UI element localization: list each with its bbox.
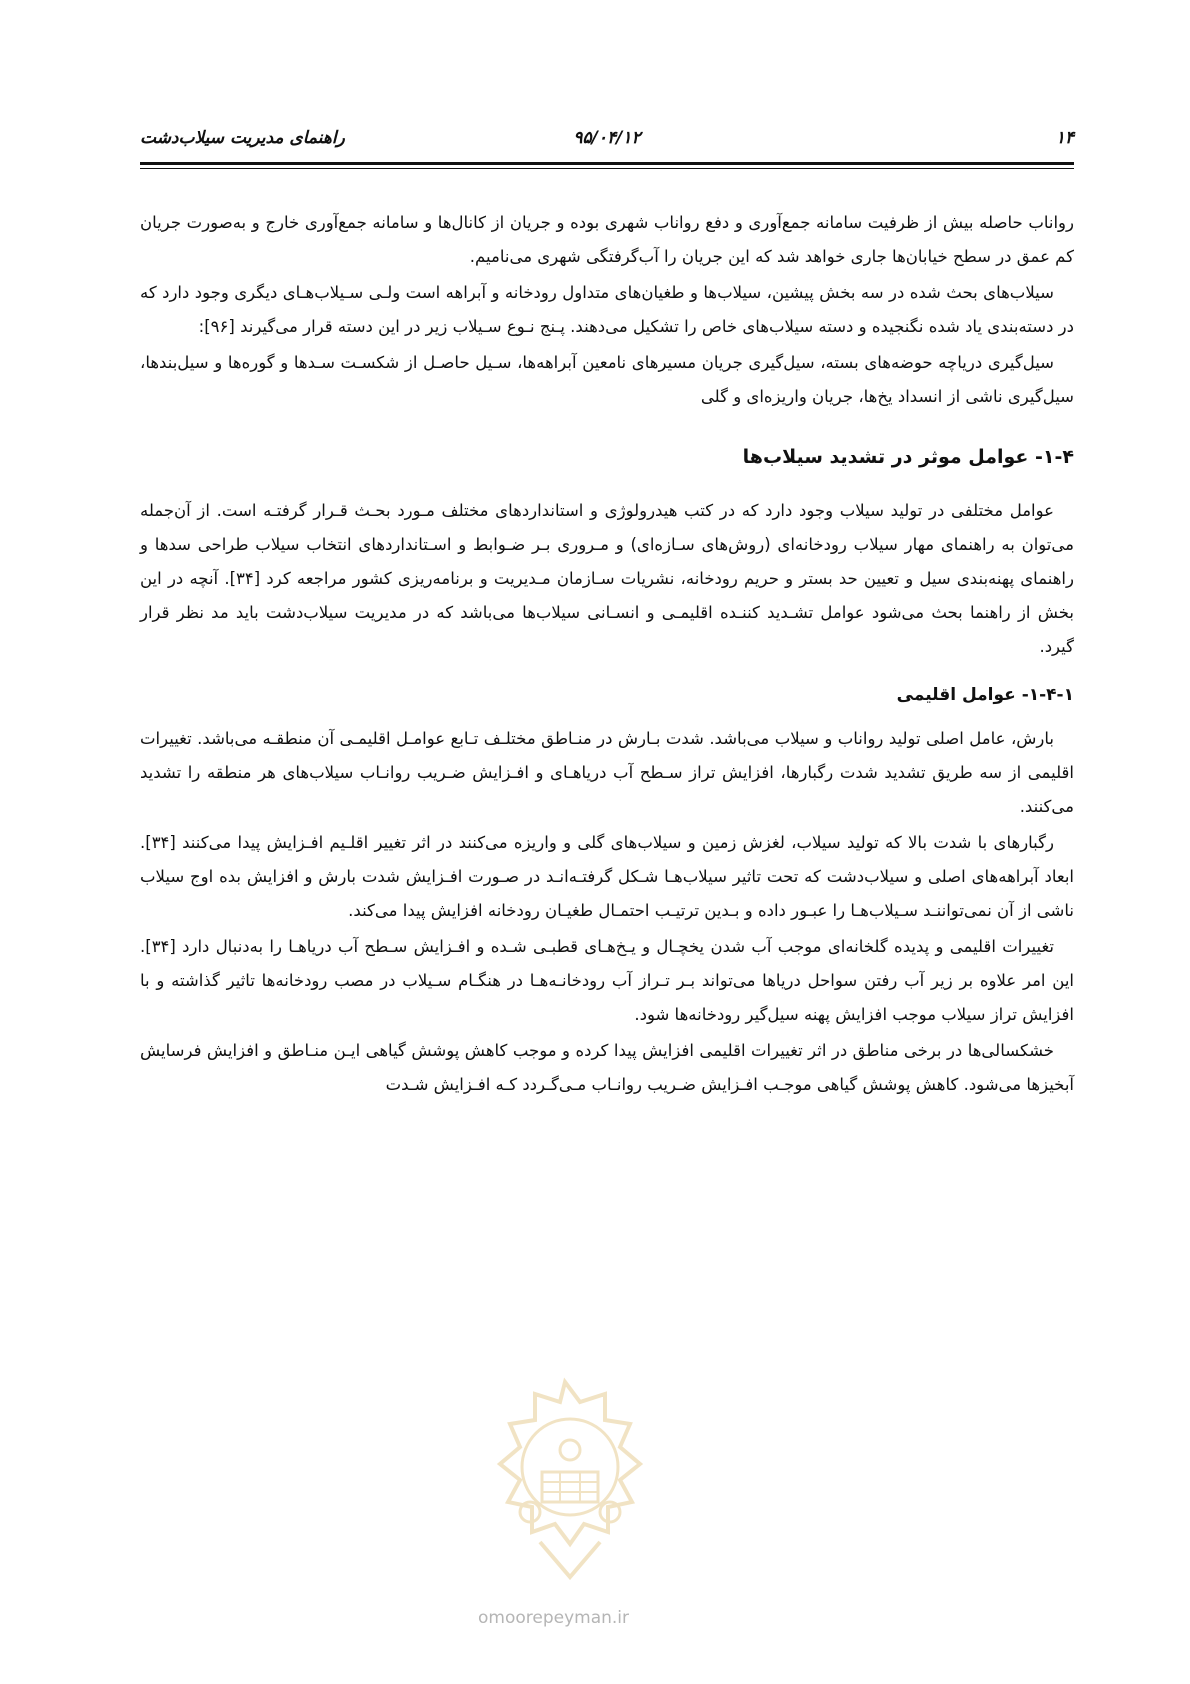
paragraph: تغییرات اقلیمی و پدیده گلخانه‌ای موجب آب شدن یخچـال و یـخ‌هـای قطبـی شـده و افـزایش سـطح آب دریاهـا را به‌دنبال دارد [۳۴]. این امر علاوه بر زیر آب رفتن سواحل دریاها می‌تواند بـر تـراز آب رودخانـه‌هـا در هنگـام سـیلاب در مصب رودخانه‌ها تاثیر گذاشته و با افزایش تراز سیلاب موجب افزایش پهنه سیل‌گیر رودخانه‌ها شود. xyxy=(140,937,1074,1024)
seal-logo-icon xyxy=(470,1372,660,1602)
header-title: راهنمای مدیریت سیلاب‌دشت xyxy=(140,128,345,148)
page-header xyxy=(140,128,1074,162)
page-content xyxy=(140,206,1074,1104)
paragraph: رگبارهای با شدت بالا که تولید سیلاب، لغزش زمین و سیلاب‌های گلی و واریزه می‌کنند در اثر تغییر اقلـیم افـزایش پیدا می‌کنند [۳۴]. ابعاد آبراهه‌های اصلی و سیلاب‌دشت که تحت تاثیر سیلاب‌هـا شـکل گرفتـه‌انـد در صـورت افـزایش شدت بارش و افزایش بده اوج سیلاب ناشی از آن نمی‌تواننـد سـیلاب‌هـا را عبـور داده و بـدین ترتیـب احتمـال طغیـان رودخانه افزایش پیدا می‌کند. xyxy=(140,833,1074,920)
paragraph: خشکسالی‌ها در برخی مناطق در اثر تغییرات اقلیمی افزایش پیدا کرده و موجب کاهش پوشش گیاهی ایـن منـاطق و افزایش فرسایش آبخیزها می‌شود. کاهش پوشش گیاهی موجـب افـزایش ضـریب روانـاب مـی‌گـردد کـه افـزایش شـدت xyxy=(140,1041,1074,1094)
header-rule-thick xyxy=(140,162,1074,165)
watermark-url: omoorepeyman.ir xyxy=(478,1608,630,1628)
paragraph: عوامل مختلفی در تولید سیلاب وجود دارد که در کتب هیدرولوژی و استانداردهای مختلف مـورد بحـث قـرار گرفتـه است. از آن‌جمله می‌توان به راهنمای مهار سیلاب رودخانه‌ای (روش‌های سـازه‌ای) و مـروری بـر ضـوابط و اسـتانداردهای انتخاب سیلاب طراحی سدها و راهنمای پهنه‌بندی سیل و تعیین حد بستر و حریم رودخانه، نشریات سـازمان مـدیریت و برنامه‌ریزی کشور مراجعه کرد [۳۴]. آنچه در این بخش از راهنما بحث می‌شود عوامل تشـدید کننـده اقلیمـی و انسـانی سیلاب‌ها می‌باشد که در مدیریت سیلاب‌دشت باید مد نظر قرار گیرد. xyxy=(140,501,1074,656)
header-date: ۹۵/۰۴/۱۲ xyxy=(573,128,641,148)
paragraph: سیلاب‌های بحث شده در سه بخش پیشین، سیلاب‌ها و طغیان‌های متداول رودخانه و آبراهه است ولـی سـیلاب‌هـای دیگری وجود دارد که در دسته‌بندی یاد شده نگنجیده و دسته سیلاب‌های خاص را تشکیل می‌دهند. پـنج نـوع سـیلاب زیر در این دسته قرار می‌گیرند [۹۶]: xyxy=(140,283,1074,336)
header-rule-thin xyxy=(140,168,1074,169)
subsection-heading: ۱-۴-۱- عوامل اقلیمی xyxy=(896,685,1074,705)
paragraph: بارش، عامل اصلی تولید رواناب و سیلاب می‌باشد. شدت بـارش در منـاطق مختلـف تـابع عوامـل اقلیمـی آن منطقـه می‌باشد. تغییرات اقلیمی از سه طریق تشدید شدت رگبارها، افزایش تراز سـطح آب دریاهـای و افـزایش ضـریب روانـاب سیلاب‌های هر منطقه را تشدید می‌کنند. xyxy=(140,729,1074,816)
paragraph: سیل‌گیری دریاچه حوضه‌های بسته، سیل‌گیری جریان مسیرهای نامعین آبراهه‌ها، سـیل حاصـل از شکسـت سـدها و گوره‌ها و سیل‌بندها، سیل‌گیری ناشی از انسداد یخ‌ها، جریان واریزه‌ای و گلی xyxy=(140,353,1074,406)
section-heading: ۱-۴- عوامل موثر در تشدید سیلاب‌ها xyxy=(742,446,1074,468)
page-number: ۱۴ xyxy=(1055,128,1074,148)
paragraph: رواناب حاصله بیش از ظرفیت سامانه جمع‌آوری و دفع رواناب شهری بوده و جریان از کانال‌ها و سامانه جمع‌آوری خارج و به‌صورت جریان کم عمق در سطح خیابان‌ها جاری خواهد شد که این جریان را آب‌گرفتگی شهری می‌نامیم. xyxy=(140,213,1074,266)
